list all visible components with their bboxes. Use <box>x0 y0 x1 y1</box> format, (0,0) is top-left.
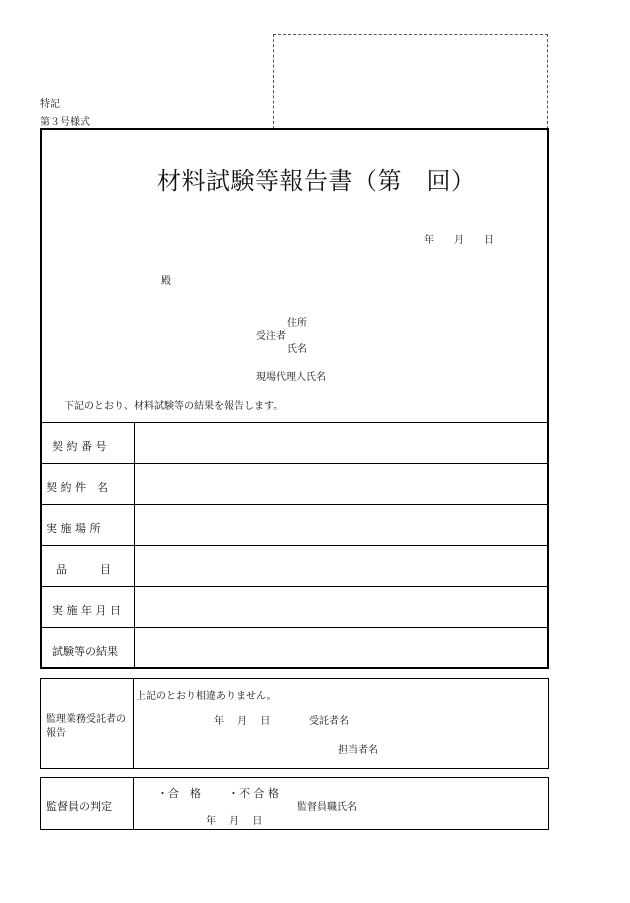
row-label-contract-name: 契 約 件 名 <box>46 481 108 494</box>
column-divider <box>134 422 135 668</box>
row-label-item: 品 目 <box>56 563 111 576</box>
row-label-result: 試験等の結果 <box>52 645 118 658</box>
row-label-date: 実 施 年 月 日 <box>52 604 121 617</box>
date-field[interactable] <box>136 588 546 626</box>
row-divider <box>41 463 548 464</box>
result-field[interactable] <box>136 629 546 667</box>
item-field[interactable] <box>136 547 546 585</box>
trustee-name-label: 受託者名 <box>309 716 349 727</box>
report-date[interactable]: 年 月 日 <box>424 235 494 246</box>
inspector-date[interactable]: 年 月 日 <box>206 816 263 827</box>
address-label: 住所 <box>287 318 307 329</box>
supervision-report-label: 監理業務受託者の報告 <box>46 714 126 739</box>
row-divider <box>41 422 548 423</box>
pass-option[interactable]: ・合 格 <box>157 787 201 800</box>
header-note: 特記 <box>40 99 60 110</box>
row-divider <box>41 586 548 587</box>
site-agent-label: 現場代理人氏名 <box>256 372 326 383</box>
row-divider <box>41 504 548 505</box>
location-field[interactable] <box>136 506 546 544</box>
column-divider <box>133 679 134 768</box>
row-divider <box>41 627 548 628</box>
contractor-label: 受注者 <box>256 331 286 342</box>
inspector-name-label: 監督員職氏名 <box>297 802 357 813</box>
statement-text: 下記のとおり、材料試験等の結果を報告します。 <box>64 401 284 412</box>
row-label-location: 実 施 場 所 <box>46 522 101 535</box>
row-divider <box>41 545 548 546</box>
contract-name-field[interactable] <box>136 465 546 503</box>
row-label-contract-number: 契 約 番 号 <box>52 440 107 453</box>
fail-option[interactable]: ・不 合 格 <box>228 787 279 800</box>
contract-number-field[interactable] <box>136 424 546 462</box>
form-number: 第３号様式 <box>40 117 90 128</box>
name-label: 氏名 <box>287 344 307 355</box>
column-divider <box>133 778 134 829</box>
person-in-charge-label: 担当者名 <box>338 745 378 756</box>
form-title: 材料試験等報告書（第 回） <box>157 167 476 195</box>
supervision-statement: 上記のとおり相違ありません。 <box>136 691 277 702</box>
supervision-date[interactable]: 年 月 日 <box>214 716 271 727</box>
stamp-box <box>273 34 548 129</box>
inspector-judgement-box <box>40 777 549 830</box>
addressee-suffix: 殿 <box>161 276 171 287</box>
inspector-judgement-label: 監督員の判定 <box>46 800 112 813</box>
